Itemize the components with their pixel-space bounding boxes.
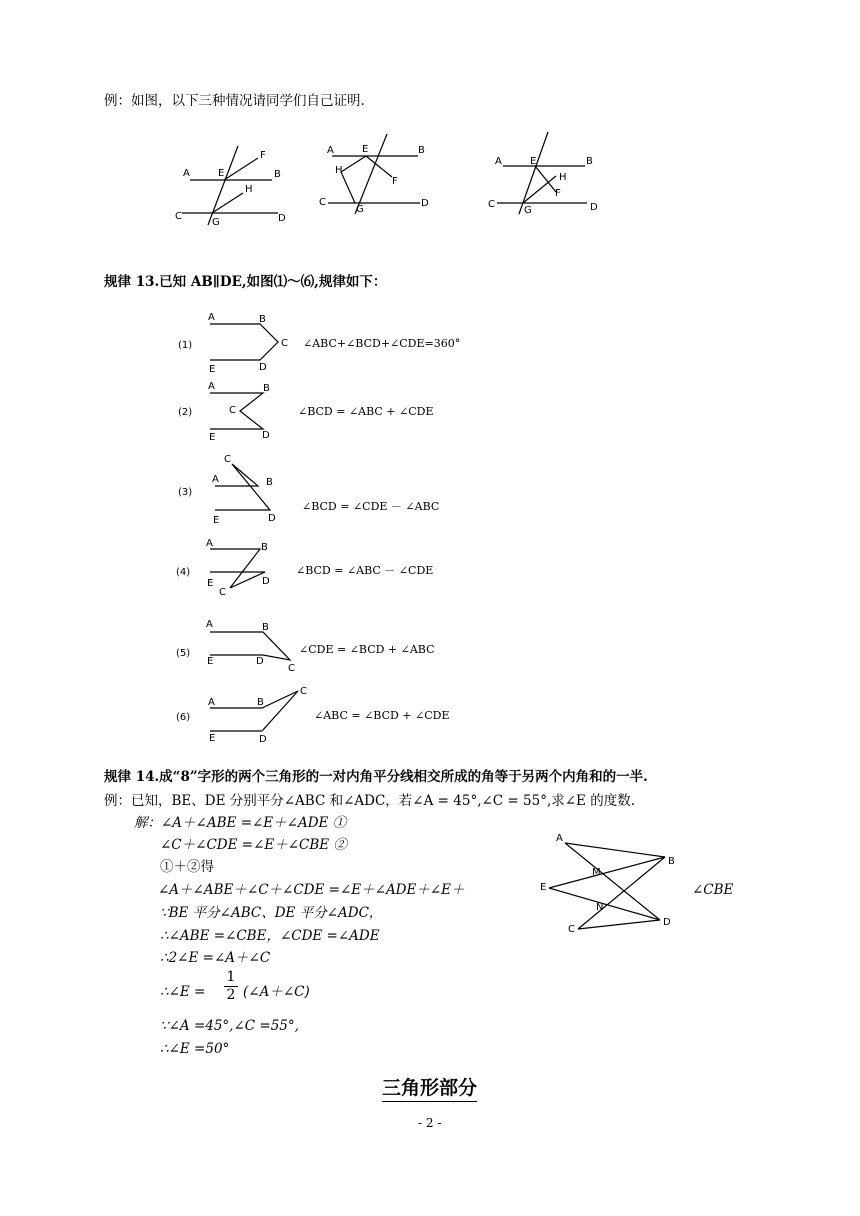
fig3-label-e: E — [530, 156, 537, 167]
r13-fig2-number: (2) — [178, 407, 193, 418]
r13-fig1-label-a: A — [208, 312, 215, 323]
bowtie-cd — [578, 920, 660, 929]
r13-fig2-label-b: B — [263, 383, 270, 394]
r13-fig5-number: (5) — [176, 648, 191, 659]
r13-fig4-formula: ∠BCD = ∠ABC － ∠CDE — [296, 564, 434, 577]
r13-fig2-label-a: A — [208, 381, 215, 392]
r13-fig1-label-d: D — [259, 362, 267, 373]
fig1-label-b: B — [274, 169, 281, 180]
section-title: 三角形部分 — [382, 1073, 477, 1102]
r13-fig4-label-a: A — [206, 538, 213, 549]
r13-fig5-label-c: C — [288, 663, 295, 674]
r13-fig6-label-e: E — [209, 733, 216, 744]
fig2-label-f: F — [392, 176, 398, 187]
bowtie-eb — [549, 857, 665, 888]
fraction-numerator: 1 — [226, 969, 236, 985]
rule13-heading: 规律 13.已知 AB∥DE,如图⑴～⑹,规律如下： — [104, 274, 387, 290]
bowtie-ed — [549, 888, 660, 920]
bowtie-label-c: C — [568, 924, 575, 935]
solution-line-1: 解：∠A＋∠ABE =∠E＋∠ADE ① — [134, 815, 347, 831]
solution-line-6: ∴∠ABE =∠CBE，∠CDE =∠ADE — [160, 928, 380, 944]
fig2-label-g: G — [356, 204, 364, 215]
example-intro: 例：如图，以下三种情况请同学们自己证明. — [104, 93, 365, 109]
fig2-label-a: A — [327, 145, 334, 156]
fig1-label-c: C — [175, 211, 182, 222]
r13-fig3-label-b: B — [266, 477, 273, 488]
r13-fig6-number: (6) — [176, 712, 191, 723]
r13-fig5-formula: ∠CDE = ∠BCD + ∠ABC — [299, 643, 435, 656]
fig3-label-a: A — [495, 156, 502, 167]
page-number: - 2 - — [418, 1116, 442, 1130]
bowtie-label-a: A — [556, 833, 563, 844]
r13-fig2-label-e: E — [209, 432, 216, 443]
r13-fig3-number: (3) — [178, 487, 193, 498]
r13-fig5-label-b: B — [262, 622, 269, 633]
solution-line-8-pre: ∴∠E = — [160, 984, 206, 1000]
r13-fig5-label-e: E — [207, 656, 214, 667]
solution-line-10: ∴∠E =50° — [160, 1041, 230, 1057]
fig3-label-g: G — [524, 205, 532, 216]
fig1-label-a: A — [183, 168, 190, 179]
fig2-label-e: E — [362, 144, 369, 155]
r13-fig6-label-c: C — [300, 686, 307, 697]
r13-fig3-label-a: A — [212, 474, 219, 485]
r13-fig4-label-d: D — [262, 576, 270, 587]
bowtie-label-e: E — [540, 882, 547, 893]
r13-fig1-formula: ∠ABC+∠BCD+∠CDE=360° — [303, 337, 461, 350]
fig1-label-e: E — [218, 168, 225, 179]
rule14-heading: 规律 14.成“8”字形的两个三角形的一对内角平分线相交所成的角等于另两个内角和的一半. — [104, 769, 648, 785]
r13-fig1-label-c: C — [281, 338, 288, 349]
fig3-label-d: D — [590, 202, 598, 213]
fig2-label-c: C — [319, 197, 326, 208]
solution-line-2: ∠C＋∠CDE =∠E＋∠CBE ② — [160, 837, 347, 853]
fig1-label-d: D — [278, 213, 286, 224]
bowtie-label-m: M — [592, 867, 601, 878]
r13-fig6-label-d: D — [259, 734, 267, 745]
fig3-label-b: B — [586, 156, 593, 167]
solution-line-4-tail: ∠CBE — [692, 882, 734, 898]
r13-fig3-label-d: D — [268, 513, 276, 524]
r13-fig5-label-a: A — [206, 619, 213, 630]
r13-fig6-label-b: B — [257, 697, 264, 708]
bowtie-label-n: N — [596, 902, 604, 913]
solution-line-5: ∵BE 平分∠ABC、DE 平分∠ADC， — [160, 905, 383, 921]
fig2-label-b: B — [418, 145, 425, 156]
r13-fig3-label-c: C — [224, 454, 231, 465]
rule14-example: 例：已知，BE、DE 分别平分∠ABC 和∠ADC，若∠A = 45°,∠C = 55°,求∠E 的度数. — [104, 793, 635, 809]
fig3-label-c: C — [488, 199, 495, 210]
r13-fig2-formula: ∠BCD = ∠ABC + ∠CDE — [298, 405, 434, 418]
fig3-label-h: H — [559, 172, 567, 183]
r13-fig4-number: (4) — [176, 567, 191, 578]
solution-line-9: ∵∠A =45°,∠C =55°, — [160, 1018, 299, 1034]
r13-fig3-label-e: E — [213, 515, 220, 526]
r13-fig1-label-b: B — [259, 314, 266, 325]
r13-fig3-formula: ∠BCD = ∠CDE － ∠ABC — [302, 500, 440, 513]
solution-line-3: ①＋②得 — [160, 859, 214, 875]
r13-fig6-formula: ∠ABC = ∠BCD + ∠CDE — [314, 709, 450, 722]
r13-fig1-label-e: E — [209, 364, 216, 375]
r13-fig5-label-d: D — [256, 656, 264, 667]
fig1-label-f: F — [260, 150, 266, 161]
fig2-label-d: D — [421, 198, 429, 209]
fig1-label-g: G — [212, 217, 220, 228]
solution-line-4: ∠A＋∠ABE＋∠C＋∠CDE =∠E＋∠ADE＋∠E＋ — [158, 882, 465, 898]
r13-fig2-label-c: C — [229, 405, 236, 416]
r13-fig4-label-e: E — [207, 578, 214, 589]
fig1-label-h: H — [245, 184, 253, 195]
r13-fig6-label-a: A — [208, 697, 215, 708]
fig2-label-h: H — [335, 165, 343, 176]
r13-fig4-label-b: B — [261, 542, 268, 553]
r13-fig1-number: (1) — [178, 340, 193, 351]
r13-fig4-label-c: C — [219, 587, 226, 598]
solution-line-8-post: (∠A＋∠C) — [243, 984, 310, 1000]
fraction-denominator: 2 — [226, 987, 236, 1003]
bowtie-label-b: B — [668, 856, 675, 867]
r13-fig2-label-d: D — [262, 430, 270, 441]
bowtie-label-d: D — [663, 917, 671, 928]
solution-line-7: ∴2∠E =∠A＋∠C — [160, 950, 271, 966]
fig3-label-f: F — [555, 188, 561, 199]
